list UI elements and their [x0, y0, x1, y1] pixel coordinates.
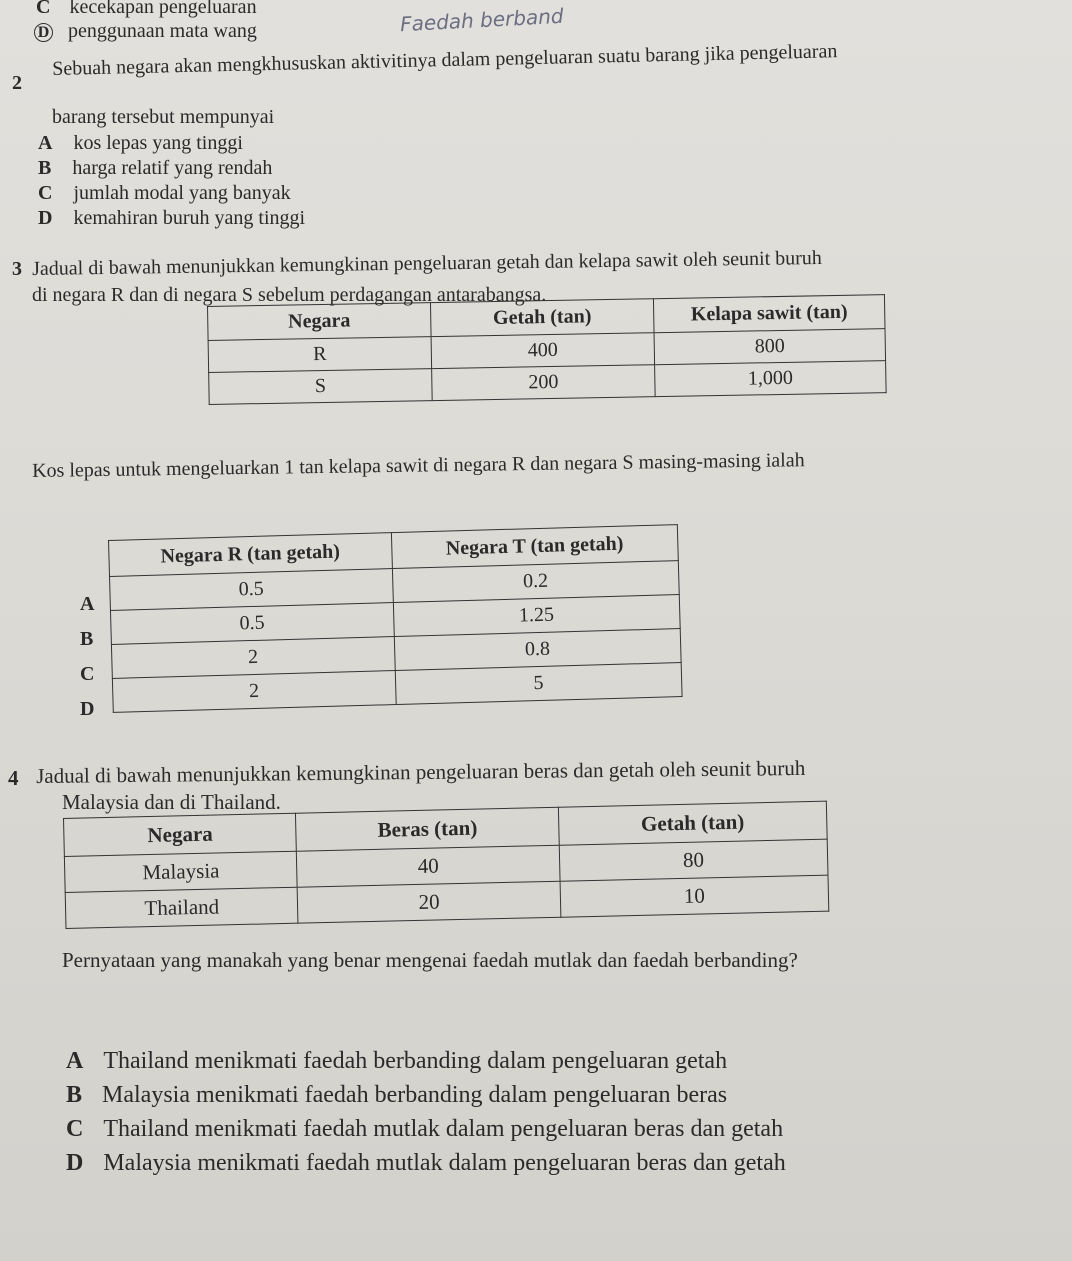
q3-option-c-letter: C [80, 663, 95, 685]
q3-number: 3 [12, 258, 22, 280]
option-text: kos lepas yang tinggi [73, 132, 243, 154]
table-cell: 400 [431, 333, 655, 369]
q2-option-d [38, 207, 305, 230]
option-text: jumlah modal yang banyak [73, 182, 291, 204]
option-letter: A [38, 132, 53, 154]
option-text: kemahiran buruh yang tinggi [73, 207, 306, 229]
q2-option-b [38, 157, 272, 180]
q2-option-c [38, 182, 291, 205]
table-header: Beras (tan) [296, 807, 559, 851]
q3-production-table [207, 294, 887, 405]
q3-option-d-letter: D [80, 698, 95, 720]
table-cell: 800 [654, 329, 886, 365]
q4-number: 4 [8, 766, 19, 790]
table-header: Getah (tan) [558, 801, 827, 845]
table-cell: R [208, 337, 432, 373]
table-cell: Malaysia [64, 851, 297, 892]
q4-option-c [66, 1116, 783, 1143]
option-letter: C [36, 0, 51, 18]
option-letter: D [38, 207, 53, 229]
q3-option-a-letter: A [80, 593, 95, 615]
table-header: Negara R (tan getah) [109, 533, 392, 577]
table-cell: 200 [432, 365, 656, 401]
q3-stem-line2: di negara R dan di negara S sebelum perdagangan antarabangsa. [32, 284, 547, 306]
circled-answer-mark: D [34, 23, 53, 42]
option-letter: C [66, 1116, 84, 1142]
handwritten-note: Faedah berband [399, 3, 565, 37]
q3-option-b-letter: B [80, 628, 94, 650]
q3-answer-table [108, 524, 683, 713]
table-header: Negara T (tan getah) [391, 525, 678, 569]
table-cell: 40 [297, 845, 560, 887]
option-text: Thailand menikmati faedah berbanding dalam pengeluaran getah [103, 1048, 728, 1074]
table-header: Kelapa sawit (tan) [653, 295, 885, 333]
table-header: Negara [208, 303, 432, 341]
option-text: Malaysia menikmati faedah berbanding dalam pengeluaran beras [102, 1082, 728, 1108]
q4-option-d [66, 1150, 786, 1177]
q4-option-a [66, 1048, 727, 1075]
q2-option-a [38, 132, 243, 155]
option-text: penggunaan mata wang [68, 20, 257, 42]
option-text: Thailand menikmati faedah mutlak dalam pengeluaran beras dan getah [103, 1116, 784, 1142]
table-header: Negara [64, 813, 297, 856]
table-cell: Thailand [65, 887, 298, 928]
table-cell: 1.25 [393, 595, 680, 637]
option-letter: A [66, 1048, 84, 1074]
table-cell: 20 [298, 881, 561, 923]
table-cell: 2 [112, 671, 395, 713]
table-cell: 10 [560, 875, 829, 917]
option-letter: C [38, 182, 53, 204]
q4-option-b [66, 1082, 727, 1109]
option-text: Malaysia menikmati faedah mutlak dalam pengeluaran beras dan getah [103, 1150, 786, 1176]
q3-stem-line1: Jadual di bawah menunjukkan kemungkinan pengeluaran getah dan kelapa sawit oleh seunit buruh [32, 246, 822, 280]
q2-number: 2 [12, 72, 22, 94]
table-cell: 5 [395, 663, 682, 705]
option-letter: B [66, 1082, 83, 1108]
option-letter: B [38, 157, 52, 179]
option-letter: D [66, 1150, 84, 1176]
q4-stem-line1: Jadual di bawah menunjukkan kemungkinan pengeluaran beras dan getah oleh seunit buruh [36, 755, 806, 788]
prev-option-d [34, 20, 257, 43]
table-cell: 0.2 [392, 561, 679, 603]
prev-option-c [36, 0, 257, 19]
q4-stem-line2: Malaysia dan di Thailand. [62, 790, 281, 814]
table-cell: 1,000 [655, 361, 887, 397]
q4-production-table [63, 801, 829, 929]
table-cell: S [209, 369, 433, 405]
q3-prompt: Kos lepas untuk mengeluarkan 1 tan kelapa sawit di negara R dan negara S masing-masing ialah [32, 449, 805, 482]
option-text: harga relatif yang rendah [72, 157, 273, 179]
table-cell: 2 [111, 637, 394, 679]
option-text: kecekapan pengeluaran [69, 0, 257, 18]
q2-stem-line1: Sebuah negara akan mengkhususkan aktivitinya dalam pengeluaran suatu barang jika pengeluaran [52, 40, 838, 80]
table-cell: 80 [559, 839, 828, 881]
q2-stem-line2: barang tersebut mempunyai [52, 106, 275, 128]
table-header: Getah (tan) [430, 299, 654, 337]
q4-prompt: Pernyataan yang manakah yang benar mengenai faedah mutlak dan faedah berbanding? [62, 948, 798, 972]
table-cell: 0.5 [110, 569, 393, 611]
table-cell: 0.5 [110, 603, 393, 645]
table-cell: 0.8 [394, 629, 681, 671]
